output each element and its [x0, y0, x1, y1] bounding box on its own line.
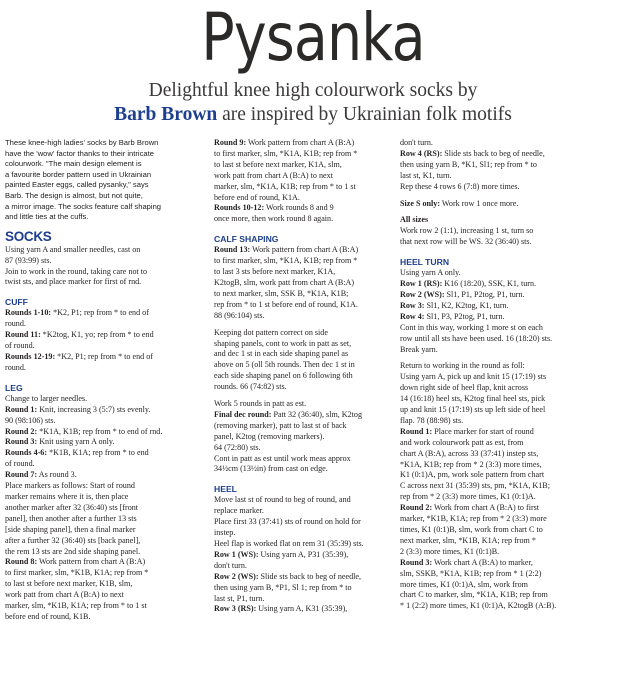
- instruction-label: Row 1 (RS):: [400, 279, 443, 289]
- text-line: [214, 443, 410, 454]
- text-line: [400, 199, 620, 210]
- text-line: [5, 503, 201, 514]
- text-line: [214, 572, 410, 583]
- text-line: [5, 492, 201, 503]
- instruction-text: then using yarn B, *P1, Sl 1; rep from * to: [214, 582, 352, 592]
- text-line: [400, 460, 620, 471]
- instruction-text: Work row 1 once more.: [440, 198, 519, 208]
- strapline-2: [0, 103, 626, 127]
- instruction-text: Rep these 4 rows 6 (7:8) more times.: [400, 181, 520, 191]
- text-line: These knee-high ladies' socks by Barb Brown: [5, 138, 159, 147]
- text-line: [214, 267, 410, 278]
- text-line: have the 'wow' factor thanks to their intricate: [5, 148, 154, 158]
- text-line: [400, 416, 620, 427]
- instruction-label: Rounds 1-10:: [5, 308, 52, 318]
- instruction-label: Round 13:: [214, 245, 251, 255]
- instruction-text: Sl1, P1, P2tog, P1, turn.: [444, 289, 525, 299]
- instruction-text: Work row 2 (1:1), increasing 1 st, turn so: [400, 226, 534, 236]
- text-line: and dec 1 st in each side shaping panel as: [214, 349, 349, 359]
- instruction-text: Place markers as follows: Start of round: [5, 481, 135, 491]
- text-line: [214, 171, 410, 182]
- text-line: [400, 394, 620, 405]
- instruction-text: *K1A, K1B; rep from * to end of rnd.: [37, 426, 163, 436]
- calf-section: [214, 245, 410, 321]
- text-line: [5, 405, 201, 416]
- text-line: [400, 514, 620, 525]
- instruction-label: Row 1 (WS):: [214, 549, 259, 559]
- text-line: [400, 558, 620, 569]
- text-line: [400, 372, 620, 383]
- instruction-text: last st, P1, turn.: [214, 593, 265, 603]
- text-line: [400, 580, 620, 591]
- instruction-text: Cont in patt as est until work meas approx: [214, 453, 351, 463]
- text-line: [400, 536, 620, 547]
- text-line: [5, 547, 201, 558]
- instruction-label: Row 4:: [400, 311, 425, 321]
- text-line: [400, 268, 620, 279]
- leg-section: [5, 394, 201, 623]
- text-line: [214, 594, 410, 605]
- instruction-text: 14 (16:18) heel sts, K2tog final heel sts, pick: [400, 394, 546, 404]
- text-line: [5, 363, 201, 374]
- instruction-text: work patt from chart A (B:A) to next: [214, 170, 333, 180]
- column-1: [5, 138, 201, 700]
- instruction-label: Row 2 (WS):: [214, 571, 259, 581]
- text-line: [5, 352, 201, 363]
- text-line: [400, 569, 620, 580]
- instruction-text: Work pattern from chart A (B:A): [250, 245, 359, 255]
- instruction-text: *K2tog, K1, yo; rep from * to end: [40, 330, 154, 340]
- text-line: [214, 399, 410, 410]
- text-line: Join to work in the round, taking care not to: [5, 266, 148, 276]
- instruction-text: marker remains where it is, then place: [5, 491, 129, 501]
- text-line: [400, 503, 620, 514]
- instruction-text: C across next 31 (35:39) sts, pm, *K1A, K1B;: [400, 481, 550, 491]
- instruction-text: chart A (B:A), across 33 (37:41) instep sts,: [400, 448, 539, 458]
- text-line: [214, 604, 410, 615]
- text-line: Barb. The design is almost, but not quite,: [5, 190, 143, 200]
- text-line: [400, 405, 620, 416]
- text-line: [400, 301, 620, 312]
- instruction-text: rep from * 2 (3:3) more times, K1 (0:1)A.: [400, 492, 536, 502]
- instruction-text: As round 3.: [37, 470, 77, 480]
- instruction-text: Break yarn.: [400, 344, 438, 354]
- text-line: [214, 517, 410, 528]
- all-sizes-section: [400, 215, 620, 248]
- instruction-text: 88 (96:104) sts.: [214, 310, 265, 320]
- instruction-text: Slide sts back to beg of needle,: [258, 571, 362, 581]
- text-line: a mirror image. The socks feature calf shaping: [5, 201, 162, 211]
- text-line: [400, 361, 620, 372]
- instruction-text: then using yarn B, *K1, Sl1; rep from * to: [400, 159, 537, 169]
- text-line: [5, 612, 201, 623]
- socks-section: [5, 245, 201, 289]
- instruction-label: Rounds 12-19:: [5, 352, 56, 361]
- heading-socks: SOCKS: [5, 228, 52, 244]
- strapline-2-text: are inspired by Ukrainian folk motifs: [217, 104, 512, 125]
- instruction-text: Knit, increasing 3 (5:7) sts evenly.: [37, 404, 151, 414]
- instruction-label: All sizes: [400, 215, 429, 225]
- text-line: [214, 300, 410, 311]
- text-line: each side shaping panel on 6 following 6th: [214, 371, 353, 381]
- text-line: [400, 492, 620, 503]
- calf-section-3: [214, 399, 410, 475]
- instruction-label: Rounds 4-6:: [5, 448, 48, 458]
- instruction-text: Using yarn A, K31 (35:39),: [256, 604, 348, 614]
- text-line: colourwork. "The main design element is: [5, 159, 142, 169]
- instruction-text: [side shaping panel], then a final marker: [5, 524, 136, 534]
- text-line: [400, 160, 620, 171]
- size-s-section: [400, 199, 620, 210]
- instruction-text: chart C to marker, slm, *K1A, K1B; rep from: [400, 590, 548, 600]
- text-line: above on 5 (oll 5th rounds. Then dec 1 st in: [214, 360, 355, 370]
- text-line: [400, 171, 620, 182]
- instruction-text: flap. 78 (88:98) sts.: [400, 415, 464, 425]
- instruction-text: marker, slm, *K1A, K1B; rep from * to 1 st: [214, 181, 356, 191]
- gusset-section: [400, 361, 620, 612]
- instruction-label: Round 1:: [5, 404, 38, 414]
- text-line: [400, 334, 620, 345]
- instruction-text: round.: [5, 362, 26, 372]
- instruction-label: Rounds 10-12:: [214, 203, 265, 213]
- text-line: [400, 312, 620, 323]
- instruction-text: don't turn.: [214, 560, 247, 570]
- instruction-text: that next row will be WS. 32 (36:40) sts.: [400, 237, 532, 247]
- text-line: [214, 550, 410, 561]
- text-line: [214, 561, 410, 572]
- instruction-text: to last 3 sts before next marker, K1A,: [214, 267, 336, 277]
- instruction-text: Work from chart A (B:A) to first: [432, 503, 540, 513]
- text-line: [5, 557, 201, 568]
- text-line: [400, 427, 620, 438]
- text-line: [400, 237, 620, 248]
- instruction-text: Using yarn A, pick up and knit 15 (17:19) sts: [400, 372, 547, 382]
- text-line: 87 (93:99) sts.: [5, 255, 52, 265]
- text-line: [5, 590, 201, 601]
- text-line: [5, 427, 201, 438]
- instruction-text: Work chart A (B:A) to marker,: [432, 557, 533, 567]
- instruction-text: after a further 32 (36:40) sts [back panel],: [5, 535, 141, 545]
- instruction-label: Round 7:: [5, 470, 38, 480]
- instruction-label: Round 3:: [5, 437, 38, 447]
- instruction-text: rep from * to 1 st before end of round, K1A.: [214, 299, 358, 309]
- instruction-text: 34½cm (13½in) from cast on edge.: [214, 464, 328, 474]
- instruction-text: round.: [5, 319, 26, 329]
- text-line: [214, 149, 410, 160]
- instruction-text: Slide sts back to beg of needle,: [442, 148, 545, 158]
- heading-heel: HEEL: [214, 484, 237, 495]
- text-line: [214, 495, 410, 506]
- instruction-text: Return to working in the round as foll:: [400, 361, 525, 371]
- text-line: [5, 481, 201, 492]
- column-2: [214, 138, 410, 700]
- text-line: [214, 528, 410, 539]
- instruction-label: Row 2 (WS):: [400, 289, 445, 299]
- heel-section: [214, 495, 410, 615]
- instruction-text: Work rounds 8 and 9: [264, 203, 334, 213]
- instruction-text: Work pattern from chart A (B:A): [246, 138, 355, 147]
- text-line: [5, 459, 201, 470]
- instruction-text: Using yarn A only.: [400, 268, 461, 278]
- text-line: [400, 383, 620, 394]
- instruction-text: slm, SSKB, *K1A, K1B; rep from * 1 (2:2): [400, 568, 542, 578]
- text-line: shaping panels, cont to work in patt as set,: [214, 338, 352, 348]
- text-line: [214, 421, 410, 432]
- intro-paragraph: [5, 138, 201, 223]
- instruction-label: Round 2:: [400, 503, 433, 513]
- instruction-text: K1 (0:1)A, pm, work sole pattern from chart: [400, 470, 545, 480]
- instruction-text: K2togB, slm, work patt from chart A (B:A): [214, 277, 355, 287]
- text-line: [400, 215, 620, 226]
- instruction-label: Size S only:: [400, 198, 441, 208]
- instruction-text: last st, K1, turn.: [400, 170, 452, 180]
- instruction-text: *K1A, K1B; rep from * 2 (3:3) more times,: [400, 459, 542, 469]
- text-line: [5, 514, 201, 525]
- instruction-text: replace marker.: [214, 506, 264, 516]
- instruction-text: *K2, P1; rep from * to end of: [51, 308, 149, 318]
- heel-flap-continued: [400, 138, 620, 193]
- instruction-text: Change to larger needles.: [5, 393, 88, 403]
- instruction-text: Heel flap is worked flat on rem 31 (35:39) sts.: [214, 539, 364, 548]
- instruction-text: Place first 33 (37:41) sts of round on hold for: [214, 517, 361, 527]
- instruction-text: to first marker, slm, *K1B, K1A; rep from *: [5, 568, 149, 578]
- instruction-text: next marker, slm, *K1B, K1A; rep from *: [400, 535, 536, 545]
- instruction-text: 2 (3:3) more times, K1 (0:1)B.: [400, 546, 500, 556]
- instruction-text: work patt from chart A (B:A) to next: [5, 590, 124, 600]
- instruction-text: K16 (18:20), SSK, K1, turn.: [442, 279, 537, 289]
- instruction-label: Row 3 (RS):: [214, 604, 257, 614]
- text-line: [400, 525, 620, 536]
- instruction-text: *K2, P1; rep from * to end of: [55, 352, 153, 361]
- text-line: [214, 506, 410, 517]
- instruction-text: before end of round, K1B.: [5, 611, 91, 621]
- author-name: Barb Brown: [114, 104, 218, 125]
- instruction-text: *K1B, K1A; rep from * to end: [47, 448, 149, 458]
- instruction-text: 90 (98:106) sts.: [5, 415, 56, 425]
- text-line: [214, 464, 410, 475]
- instruction-text: another marker after 32 (36:40) sts [front: [5, 502, 139, 512]
- instruction-text: to first marker, slm, *K1A, K1B; rep from *: [214, 148, 358, 158]
- instruction-text: down right side of heel flap, knit across: [400, 383, 529, 393]
- text-line: [5, 319, 201, 330]
- text-line: [400, 449, 620, 460]
- instruction-text: to next marker, slm, SSK B, *K1A, K1B;: [214, 288, 349, 298]
- text-line: [214, 583, 410, 594]
- text-line: [5, 601, 201, 612]
- text-line: [214, 454, 410, 465]
- text-line: [400, 226, 620, 237]
- heading-calf-shaping: CALF SHAPING: [214, 234, 279, 245]
- strapline-1-text: Delightful knee high colourwork socks by: [148, 80, 478, 101]
- text-line: [5, 525, 201, 536]
- text-line: [400, 182, 620, 193]
- cuff-section: [5, 308, 201, 373]
- text-line: [5, 568, 201, 579]
- instruction-text: Knit using yarn A only.: [37, 437, 115, 447]
- text-line: [5, 416, 201, 427]
- heading-cuff: CUFF: [5, 297, 28, 308]
- instruction-label: Round 2:: [5, 426, 38, 436]
- text-line: [400, 149, 620, 160]
- text-line: [214, 289, 410, 300]
- text-line: [214, 138, 410, 149]
- instruction-text: panel, K2tog (removing markers).: [214, 431, 325, 441]
- text-line: [5, 341, 201, 352]
- instruction-text: Sl1, K2, K2tog, K1, turn.: [424, 300, 509, 310]
- instruction-label: Round 3:: [400, 557, 433, 567]
- text-line: [400, 438, 620, 449]
- instruction-text: Sl1, P3, P2tog, P1, turn.: [424, 311, 505, 321]
- instruction-label: Row 4 (RS):: [400, 148, 443, 158]
- text-line: [214, 245, 410, 256]
- text-line: [214, 256, 410, 267]
- instruction-text: 64 (72:80) sts.: [214, 442, 261, 452]
- text-line: [400, 279, 620, 290]
- text-line: [214, 410, 410, 421]
- instruction-label: Round 1:: [400, 426, 433, 436]
- text-line: a favourite border pattern used in Ukrainian: [5, 169, 152, 179]
- text-line: rounds. 66 (74:82) sts.: [214, 382, 287, 392]
- calf-section-2: [214, 328, 410, 393]
- instruction-text: to first marker, slm, *K1A, K1B; rep from *: [214, 256, 358, 266]
- round9-section: [214, 138, 410, 225]
- text-line: [5, 394, 201, 405]
- text-line: [214, 160, 410, 171]
- heel-turn-section: [400, 268, 620, 355]
- text-line: [214, 311, 410, 322]
- text-line: [400, 345, 620, 356]
- instruction-text: Cont in this way, working 1 more st on each: [400, 322, 543, 332]
- text-line: [214, 182, 410, 193]
- instruction-label: Round 9:: [214, 138, 247, 147]
- text-line: [400, 481, 620, 492]
- text-line: [400, 323, 620, 334]
- text-line: [400, 470, 620, 481]
- instruction-text: to last st before next marker, K1A, slm,: [214, 159, 342, 169]
- instruction-text: panel], then another after a further 13 sts: [5, 513, 137, 523]
- text-line: Using yarn A and smaller needles, cast on: [5, 244, 141, 254]
- instruction-text: times, K1 (0:1)B, slm, work from chart C to: [400, 525, 543, 534]
- instruction-text: Patt 32 (36:40), slm, K2tog: [271, 409, 363, 419]
- instruction-text: marker, slm, *K1B, K1A; rep from * to 1 st: [5, 601, 147, 611]
- instruction-text: marker, *K1B, K1A; rep from * 2 (3:3) more: [400, 514, 547, 524]
- instruction-text: more times, K1 (0:1)A, slm, work from: [400, 579, 528, 589]
- text-line: [400, 138, 620, 149]
- text-line: [214, 539, 410, 550]
- instruction-text: * 1 (2:2) more times, K1 (0:1)A, K2togB (A:B).: [400, 601, 557, 611]
- instruction-text: of round.: [5, 341, 35, 351]
- instruction-text: (removing marker), patt to last st of back: [214, 420, 347, 430]
- text-line: [214, 214, 410, 225]
- instruction-text: Move last st of round to beg of round, and: [214, 495, 351, 505]
- text-line: [214, 193, 410, 204]
- text-line: twist sts, and place marker for first of rnd.: [5, 277, 142, 287]
- text-line: [400, 290, 620, 301]
- text-line: [214, 432, 410, 443]
- heading-leg: LEG: [5, 382, 23, 393]
- instruction-text: once more, then work round 8 again.: [214, 214, 334, 224]
- instruction-text: instep.: [214, 528, 236, 538]
- instruction-text: to last st before next marker, K1B, slm,: [5, 579, 133, 589]
- instruction-label: Row 3:: [400, 300, 425, 310]
- text-line: [400, 590, 620, 601]
- instruction-text: row until all sts have been used. 16 (18:20) sts.: [400, 333, 553, 343]
- instruction-text: of round.: [5, 459, 35, 469]
- instruction-text: Work 5 rounds in patt as est.: [214, 399, 307, 409]
- text-line: [5, 579, 201, 590]
- text-line: and little ties at the cuffs.: [5, 212, 89, 222]
- column-3: [400, 138, 620, 700]
- instruction-label: Final dec round:: [214, 409, 272, 419]
- text-line: Keeping dot pattern correct on side: [214, 327, 328, 337]
- text-line: [214, 203, 410, 214]
- instruction-label: Round 8:: [5, 557, 38, 567]
- text-line: [214, 278, 410, 289]
- instruction-text: before end of round, K1A.: [214, 192, 300, 202]
- instruction-text: the rem 13 sts are 2nd side shaping panel.: [5, 546, 141, 556]
- text-line: [5, 536, 201, 547]
- text-line: [5, 330, 201, 341]
- text-line: [5, 470, 201, 481]
- text-line: painted Easter eggs, called pysanky," says: [5, 180, 149, 190]
- instruction-text: Using yarn A, P31 (35:39),: [258, 549, 349, 559]
- instruction-text: Place marker for start of round: [432, 426, 534, 436]
- strapline-1: [0, 79, 626, 103]
- instruction-text: Work pattern from chart A (B:A): [37, 557, 146, 567]
- instruction-text: don't turn.: [400, 138, 433, 147]
- text-line: [5, 308, 201, 319]
- instruction-label: Round 11:: [5, 330, 41, 340]
- text-line: [400, 601, 620, 612]
- instruction-text: and work colourwork patt as est, from: [400, 437, 524, 447]
- instruction-text: up and knit 15 (17:19) sts up left side of heel: [400, 405, 546, 415]
- text-line: [400, 547, 620, 558]
- heading-heel-turn: HEEL TURN: [400, 257, 450, 268]
- text-line: [5, 437, 201, 448]
- page-title: Pysanka: [201, 0, 425, 76]
- text-line: [5, 448, 201, 459]
